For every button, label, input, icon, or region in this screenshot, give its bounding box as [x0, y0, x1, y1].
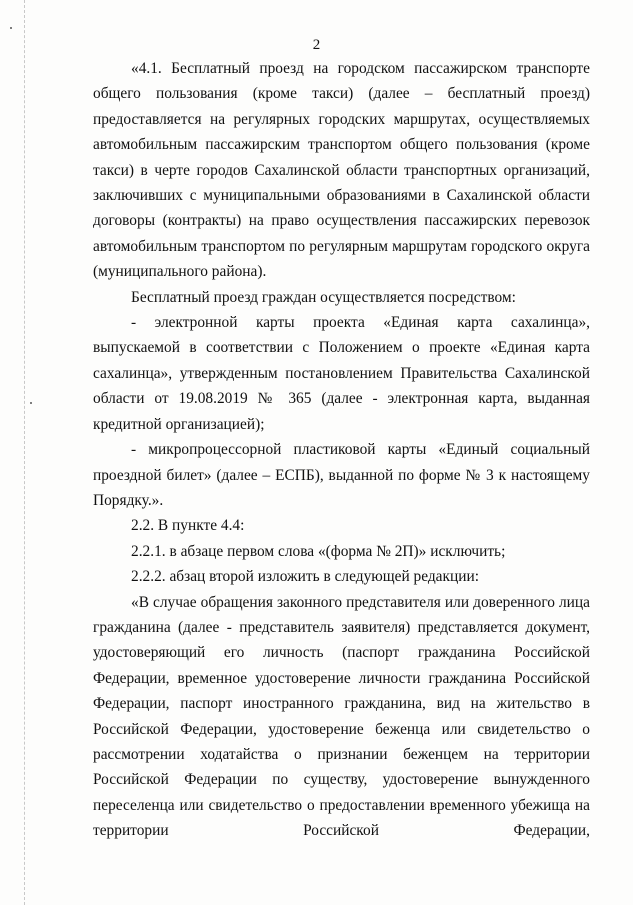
- paragraph-electronic-card: - электронной карты проекта «Единая карта сахалинца», выпускаемой в соответствии с Положением о проекте «Единая карта сахалинца», утвержденным постановлением Правительства Сахалинской области от 19.08.2019 № 365 (далее - электронная карта, выданная кредитной организацией);: [93, 314, 590, 433]
- paragraph-4-1: «4.1. Бесплатный проезд на городском пассажирском транспорте общего пользования (кроме такси) (далее – бесплатный проезд) предоставляется на регулярных городских маршрутах, осуществляемых автомобильным пассажирским транспортом общего пользования (кроме такси) в черте городов Сахалинской области транспортных организаций, заключивших с муниципальными образованиями в Сахалинской области договоры (контракты) на право осуществления пассажирских перевозок автомобильным транспортом по регулярным маршрутам городского округа (муниципального района).: [93, 60, 590, 281]
- document-body: [93, 56, 590, 844]
- scan-speck: [10, 27, 12, 29]
- paragraph-2-2-1: 2.2.1. в абзаце первом слова «(форма № 2П)» исключить;: [131, 542, 506, 560]
- scan-speck: [30, 402, 32, 404]
- paragraph-representative: «В случае обращения законного представителя или доверенного лица гражданина (далее - представитель заявителя) представляется документ, удостоверяющий его личность (паспорт гражданина Российской Федерации, временное удостоверение личности гражданина Российской Федерации, паспорт иностранного гражданина, вид на жительство в Российской Федерации, удостоверение беженца или свидетельство о рассмотрении ходатайства о признании беженцем на территории Российской Федерации по существу, удостоверение вынужденного переселенца или свидетельство о предоставлении временного убежища на территории Российской Федерации,: [93, 593, 590, 840]
- paragraph-2-2-2: 2.2.2. абзац второй изложить в следующей редакции:: [131, 568, 479, 586]
- paragraph-free-travel-means: Бесплатный проезд граждан осуществляется посредством:: [131, 288, 516, 306]
- binding-margin-line: [24, 0, 25, 905]
- paragraph-2-2: 2.2. В пункте 4.4:: [131, 517, 245, 535]
- paragraph-espb-card: - микропроцессорной пластиковой карты «Единый социальный проездной билет» (далее – ЕСПБ), выданной по форме № 3 к настоящему Порядку.».: [93, 441, 590, 509]
- page-number: 2: [312, 37, 321, 53]
